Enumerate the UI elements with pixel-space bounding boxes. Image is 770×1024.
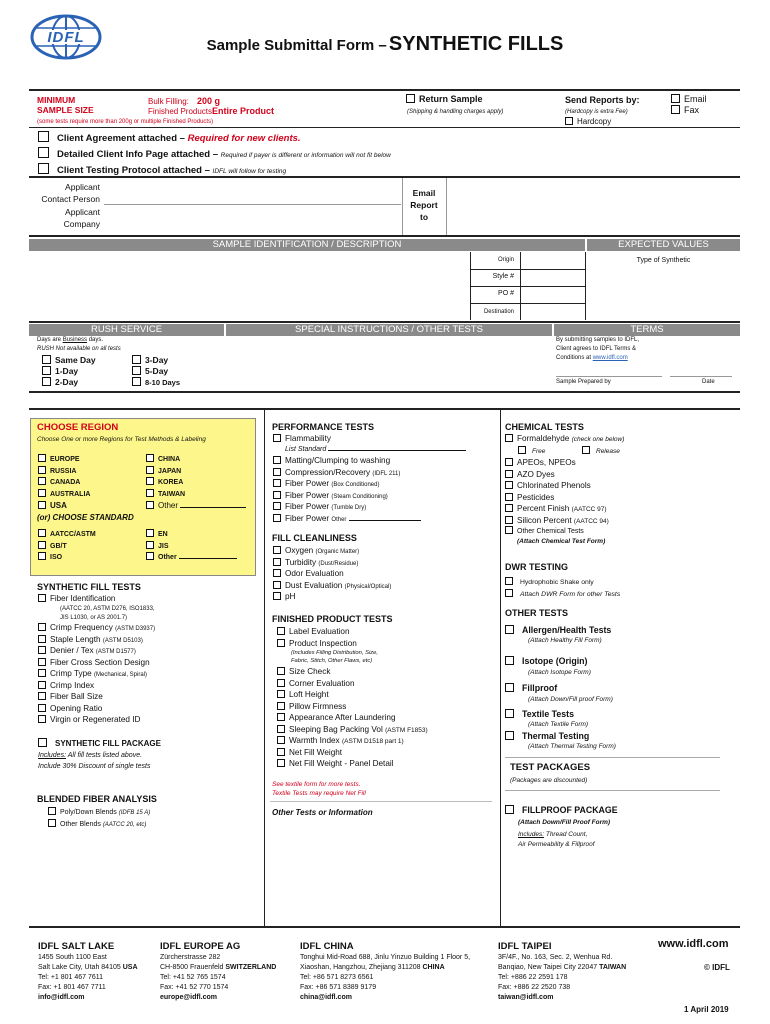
minimum-label: MINIMUM <box>37 95 76 105</box>
page-title <box>0 33 770 56</box>
sample-identification-bar: SAMPLE IDENTIFICATION / DESCRIPTION <box>29 239 585 251</box>
list-standard-label: List Standard <box>285 446 466 454</box>
finished-test-option[interactable]: Pillow Firmness <box>277 701 428 713</box>
standard-option[interactable]: ISO <box>38 552 96 564</box>
origin-field[interactable] <box>522 253 584 268</box>
finished-products-value: Entire Product <box>212 106 275 116</box>
synthetic-test-option[interactable]: Staple Length (ASTM D5103) <box>38 634 155 646</box>
footer-taipei: IDFL TAIPEI 3F/4F., No. 163, Sec. 2, Wenhua Rd. Banqiao, New Taipei City 22047 TAIWAN Tel: +886 22 2591 178 Fax: +886 22 2520 738 taiwan@idfl.com <box>498 941 627 1001</box>
po-label: PO # <box>498 290 514 297</box>
europe-email[interactable]: europe@idfl.com <box>160 994 217 1001</box>
standard-left-list <box>38 529 96 564</box>
finished-tests-list-a <box>277 626 357 649</box>
email-report-label: Email Report to <box>410 188 438 222</box>
return-sample-option[interactable] <box>406 94 483 104</box>
finished-products-label: Finished Products: <box>148 107 215 116</box>
return-sample-label: Return Sample <box>419 94 483 104</box>
fillproof-package-includes: Includes: Thread Count, Air Permeability & Fillproof <box>518 831 595 848</box>
origin-label: Origin <box>497 257 514 263</box>
same-day-option[interactable]: Same Day <box>42 355 96 366</box>
synthetic-test-option[interactable]: Virgin or Regenerated ID <box>38 714 155 726</box>
two-day-option[interactable]: 2-Day <box>42 377 78 388</box>
region-option[interactable]: KOREA <box>146 477 246 489</box>
rush-days-note: Days are Business days. <box>37 337 104 343</box>
allergen-note: (Attach Healthy Fill Form) <box>528 637 602 644</box>
email-option[interactable] <box>671 94 707 104</box>
synthetic-test-option[interactable]: Crimp Index <box>38 680 155 692</box>
bulk-filling-value: 200 g <box>197 96 221 106</box>
sample-prepared-by-label: Sample Prepared by <box>556 379 611 385</box>
attach-dwr-option[interactable]: Attach DWR Form for other Tests <box>505 589 620 599</box>
fax-option[interactable] <box>671 105 699 115</box>
cleanliness-test-option[interactable]: pH <box>273 591 391 603</box>
email-checkbox[interactable] <box>671 94 680 103</box>
eight-ten-day-option[interactable]: 8-10 Days <box>132 377 180 388</box>
terms-text: By submitting samples to IDFL, Client agrees to IDFL Terms & Conditions at www.idfl.com <box>556 337 640 361</box>
finished-test-option[interactable]: Product Inspection <box>277 638 357 650</box>
website-link[interactable]: www.idfl.com <box>658 938 729 950</box>
footer-europe: IDFL EUROPE AG Zürcherstrasse 282 CH-8500 Frauenfeld SWITZERLAND Tel: +41 52 765 1574 Fax: +41 52 770 1574 europe@idfl.com <box>160 941 277 1001</box>
dwr-testing-title: DWR TESTING <box>505 562 568 572</box>
chemical-test-option[interactable]: APEOs, NPEOs <box>505 457 609 469</box>
flammability-option[interactable]: Flammability <box>273 434 331 443</box>
hardcopy-note: (Hardcopy is extra Fee) <box>565 109 628 115</box>
isotope-note: (Attach Isotope Form) <box>528 669 591 676</box>
chemical-test-option[interactable]: Pesticides <box>505 492 609 504</box>
region-option[interactable]: CHINA <box>146 454 246 466</box>
performance-tests-list <box>273 455 421 524</box>
finished-test-option[interactable]: Appearance After Laundering <box>277 712 428 724</box>
title-prefix: Sample Submittal Form – <box>206 37 387 54</box>
standard-option[interactable]: GB/T <box>38 541 96 553</box>
footer-china: IDFL CHINA Tonghui Mid-Road 688, Jinlu Yinzuo Building 1 Floor 5, Xiaoshan, Hangzhou, Zhejiang 311208 CHINA Tel: +86 571 8273 6561 Fax: +86 571 8389 9179 china@idfl.com <box>300 941 471 1001</box>
expected-values-bar: EXPECTED VALUES <box>587 239 740 251</box>
terms-bar: TERMS <box>554 324 740 336</box>
fillproof-package-option[interactable]: FILLPROOF PACKAGE <box>505 805 618 815</box>
applicant-contact-field[interactable] <box>104 181 404 205</box>
china-email[interactable]: china@idfl.com <box>300 994 352 1001</box>
standard-option[interactable]: AATCC/ASTM <box>38 529 96 541</box>
blended-fiber-title: BLENDED FIBER ANALYSIS <box>37 794 157 804</box>
form-date: 1 April 2019 <box>684 1005 729 1014</box>
special-instructions-bar: SPECIAL INSTRUCTIONS / OTHER TESTS <box>226 324 552 336</box>
chemical-test-option[interactable]: Silicon Percent (AATCC 94) <box>505 515 609 527</box>
region-option[interactable]: TAIWAN <box>146 489 246 501</box>
synthetic-test-option[interactable]: Denier / Tex (ASTM D1577) <box>38 645 155 657</box>
choose-region-title: CHOOSE REGION <box>37 422 119 433</box>
chemical-tests-title: CHEMICAL TESTS <box>505 422 584 432</box>
style-label: Style # <box>492 273 514 280</box>
choose-region-subtitle: Choose One or more Regions for Test Methods & Labeling <box>37 436 206 443</box>
hydrophobic-option[interactable]: Hydrophobic Shake only <box>505 577 594 587</box>
attach-chemical-note: (Attach Chemical Test Form) <box>517 538 606 545</box>
finished-tests-list-b <box>277 666 428 770</box>
cleanliness-test-option[interactable]: Dust Evaluation (Physical/Optical) <box>273 580 391 592</box>
hardcopy-option[interactable] <box>565 117 611 126</box>
other-tests-info-label: Other Tests or Information <box>272 808 373 817</box>
same-day-checkbox[interactable] <box>42 355 51 364</box>
applicant-contact-label: Applicant Contact Person <box>41 182 100 204</box>
thermal-testing-option[interactable]: Thermal Testing <box>505 731 589 741</box>
fiber-identification-option[interactable]: Fiber Identification <box>38 594 115 603</box>
synthetic-test-option[interactable]: Crimp Type (Mechanical, Spiral) <box>38 668 155 680</box>
formaldehyde-release-option[interactable]: Release <box>582 446 620 455</box>
cleanliness-tests-list <box>273 545 391 603</box>
fiber-id-standards: (AATCC 20, ASTM D276, ISO1833, JIS L1030, or AS 2001.7) <box>60 606 155 621</box>
five-day-option[interactable]: 5-Day <box>132 366 168 377</box>
taipei-email[interactable]: taiwan@idfl.com <box>498 994 554 1001</box>
email-label: Email <box>684 94 707 104</box>
region-option[interactable]: Other <box>146 500 246 512</box>
synthetic-test-option[interactable]: Opening Ratio <box>38 703 155 715</box>
minimum-note: (some tests require more than 200g or multiple Finished Products) <box>37 119 214 125</box>
thermal-note: (Attach Thermal Testing Form) <box>528 743 616 750</box>
client-agreement-option[interactable]: Client Agreement attached – Required for new clients. <box>38 131 301 145</box>
client-info-checkbox[interactable] <box>38 147 49 158</box>
poly-down-blends-option[interactable]: Poly/Down Blends (IDFB 15 A) <box>48 807 150 817</box>
title-main: SYNTHETIC FILLS <box>388 33 564 55</box>
logo-text: IDFL <box>47 29 85 46</box>
synthetic-tests-list <box>38 622 155 726</box>
performance-test-option[interactable]: Matting/Clumping to washing <box>273 455 421 467</box>
finished-test-option[interactable]: Label Evaluation <box>277 626 357 638</box>
return-note: (Shipping & handling charges apply) <box>407 109 504 115</box>
choose-standard-label: (or) CHOOSE STANDARD <box>37 513 134 522</box>
finished-test-option[interactable]: Loft Height <box>277 689 428 701</box>
applicant-company-label: Applicant Company <box>63 207 100 229</box>
finished-test-option[interactable]: Net Fill Weight - Panel Detail <box>277 758 428 770</box>
eight-ten-day-checkbox[interactable] <box>132 377 141 386</box>
date-label: Date <box>702 379 715 385</box>
isotope-option[interactable]: Isotope (Origin) <box>505 656 587 666</box>
other-blends-option[interactable]: Other Blends (AATCC 20, etc) <box>48 819 146 829</box>
region-option[interactable]: CANADA <box>38 477 90 489</box>
standard-option[interactable]: EN <box>146 529 237 541</box>
finished-test-option[interactable]: Size Check <box>277 666 428 678</box>
three-day-checkbox[interactable] <box>132 355 141 364</box>
finished-test-option[interactable]: Net Fill Weight <box>277 747 428 759</box>
textile-tests-option[interactable]: Textile Tests <box>505 709 574 719</box>
client-protocol-checkbox[interactable] <box>38 163 49 174</box>
standard-option[interactable]: JIS <box>146 541 237 553</box>
destination-field[interactable] <box>522 304 584 319</box>
cleanliness-test-option[interactable]: Oxygen (Organic Matter) <box>273 545 391 557</box>
region-option[interactable]: JAPAN <box>146 466 246 478</box>
package-discount: Include 30% Discount of single tests <box>38 763 151 770</box>
copyright: © IDFL <box>704 963 730 972</box>
synthetic-fill-package-option[interactable]: SYNTHETIC FILL PACKAGE <box>38 738 161 748</box>
region-option[interactable]: USA <box>38 500 90 512</box>
formaldehyde-free-option[interactable]: Free <box>518 446 545 455</box>
chemical-tests-list <box>505 457 609 538</box>
region-option[interactable]: AUSTRALIA <box>38 489 90 501</box>
chemical-test-option[interactable]: Other Chemical Tests <box>505 526 609 538</box>
performance-test-option[interactable]: Fiber Power (Steam Conditioning) <box>273 490 421 502</box>
fillproof-package-attach: (Attach Down/Fill Proof Form) <box>518 819 611 826</box>
region-option[interactable]: RUSSIA <box>38 466 90 478</box>
performance-tests-title: PERFORMANCE TESTS <box>272 422 375 432</box>
one-day-checkbox[interactable] <box>42 366 51 375</box>
fillproof-note: (Attach Down/Fill proof Form) <box>528 696 613 703</box>
client-info-option[interactable]: Detailed Client Info Page attached – Required if payer is different or information will not fit below <box>38 147 391 161</box>
synthetic-test-option[interactable]: Fiber Ball Size <box>38 691 155 703</box>
fillproof-option[interactable]: Fillproof <box>505 683 557 693</box>
standard-right-list <box>146 529 237 564</box>
synthetic-test-option[interactable]: Crimp Frequency (ASTM D3937) <box>38 622 155 634</box>
packages-discounted-note: (Packages are discounted) <box>510 777 588 784</box>
fax-checkbox[interactable] <box>671 105 680 114</box>
chemical-test-option[interactable]: Percent Finish (AATCC 97) <box>505 503 609 515</box>
one-day-option[interactable]: 1-Day <box>42 366 78 377</box>
test-packages-title: TEST PACKAGES <box>510 762 591 773</box>
formaldehyde-option[interactable]: Formaldehyde (check one below) <box>505 434 624 443</box>
chemical-test-option[interactable]: Chlorinated Phenols <box>505 480 609 492</box>
sample-description-field[interactable] <box>30 252 470 320</box>
region-option[interactable]: EUROPE <box>38 454 90 466</box>
performance-test-option[interactable]: Fiber Power (Box Conditioned) <box>273 478 421 490</box>
package-includes: Includes: All fill tests listed above. <box>38 752 143 759</box>
fill-cleanliness-title: FILL CLEANLINESS <box>272 533 357 543</box>
client-agreement-checkbox[interactable] <box>38 131 49 142</box>
inspection-note: (Includes Filling Distribution, Size, Fabric, Stitch, Other Flaws, etc) <box>291 650 378 664</box>
standard-option[interactable]: Other <box>146 552 237 564</box>
client-protocol-option[interactable]: Client Testing Protocol attached – IDFL will follow for testing <box>38 163 286 177</box>
other-tests-info-field[interactable] <box>270 820 496 920</box>
sample-size-label: SAMPLE SIZE <box>37 105 94 115</box>
applicant-company-field[interactable] <box>104 206 404 234</box>
chemical-test-option[interactable]: AZO Dyes <box>505 469 609 481</box>
rush-service-bar: RUSH SERVICE <box>29 324 224 336</box>
po-field[interactable] <box>522 287 584 302</box>
five-day-checkbox[interactable] <box>132 366 141 375</box>
performance-test-option[interactable]: Compression/Recovery (IDFL 211) <box>273 467 421 479</box>
hardcopy-checkbox[interactable] <box>565 117 573 125</box>
footer-salt-lake: IDFL SALT LAKE 1455 South 1100 East Salt Lake City, Utah 84105 USA Tel: +1 801 467 7611 Fax: +1 801 467 7711 info@idfl.com <box>38 941 138 1001</box>
performance-test-option[interactable]: Fiber Power Other <box>273 513 421 525</box>
textile-note: (Attach Textile Form) <box>528 721 589 728</box>
cleanliness-test-option[interactable]: Turbidity (Dust/Residue) <box>273 557 391 569</box>
salt-lake-email[interactable]: info@idfl.com <box>38 994 85 1001</box>
hardcopy-label: Hardcopy <box>577 117 612 126</box>
cleanliness-test-option[interactable]: Odor Evaluation <box>273 568 391 580</box>
bulk-filling-label: Bulk Filling: <box>148 97 189 106</box>
finished-product-title: FINISHED PRODUCT TESTS <box>272 614 393 624</box>
destination-label: Destination <box>483 309 514 315</box>
fax-label: Fax <box>684 105 700 115</box>
return-sample-checkbox[interactable] <box>406 94 415 103</box>
style-field[interactable] <box>522 270 584 285</box>
rush-availability-note: RUSH Not available on all tests <box>37 346 121 352</box>
synthetic-fill-tests-title: SYNTHETIC FILL TESTS <box>37 582 141 592</box>
performance-test-option[interactable]: Fiber Power (Tumble Dry) <box>273 501 421 513</box>
special-instructions-field[interactable] <box>227 337 551 392</box>
region-left-list <box>38 454 90 512</box>
other-tests-title: OTHER TESTS <box>505 608 569 618</box>
region-right-list <box>146 454 246 512</box>
finished-test-option[interactable]: Warmth Index (ASTM D1518 part 1) <box>277 735 428 747</box>
synthetic-test-option[interactable]: Fiber Cross Section Design <box>38 657 155 669</box>
finished-test-option[interactable]: Sleeping Bag Packing Vol (ASTM F1853) <box>277 724 428 736</box>
terms-link[interactable]: www.idfl.com <box>592 355 628 361</box>
type-of-synthetic-label: Type of Synthetic <box>636 257 691 264</box>
allergen-option[interactable]: Allergen/Health Tests <box>505 625 611 635</box>
three-day-option[interactable]: 3-Day <box>132 355 168 366</box>
email-report-field[interactable] <box>448 181 738 233</box>
finished-test-option[interactable]: Corner Evaluation <box>277 678 428 690</box>
two-day-checkbox[interactable] <box>42 377 51 386</box>
send-reports-label: Send Reports by: <box>565 95 640 105</box>
textile-form-note: See textile form for more tests. Textile Tests may require Net Fill <box>272 781 366 797</box>
